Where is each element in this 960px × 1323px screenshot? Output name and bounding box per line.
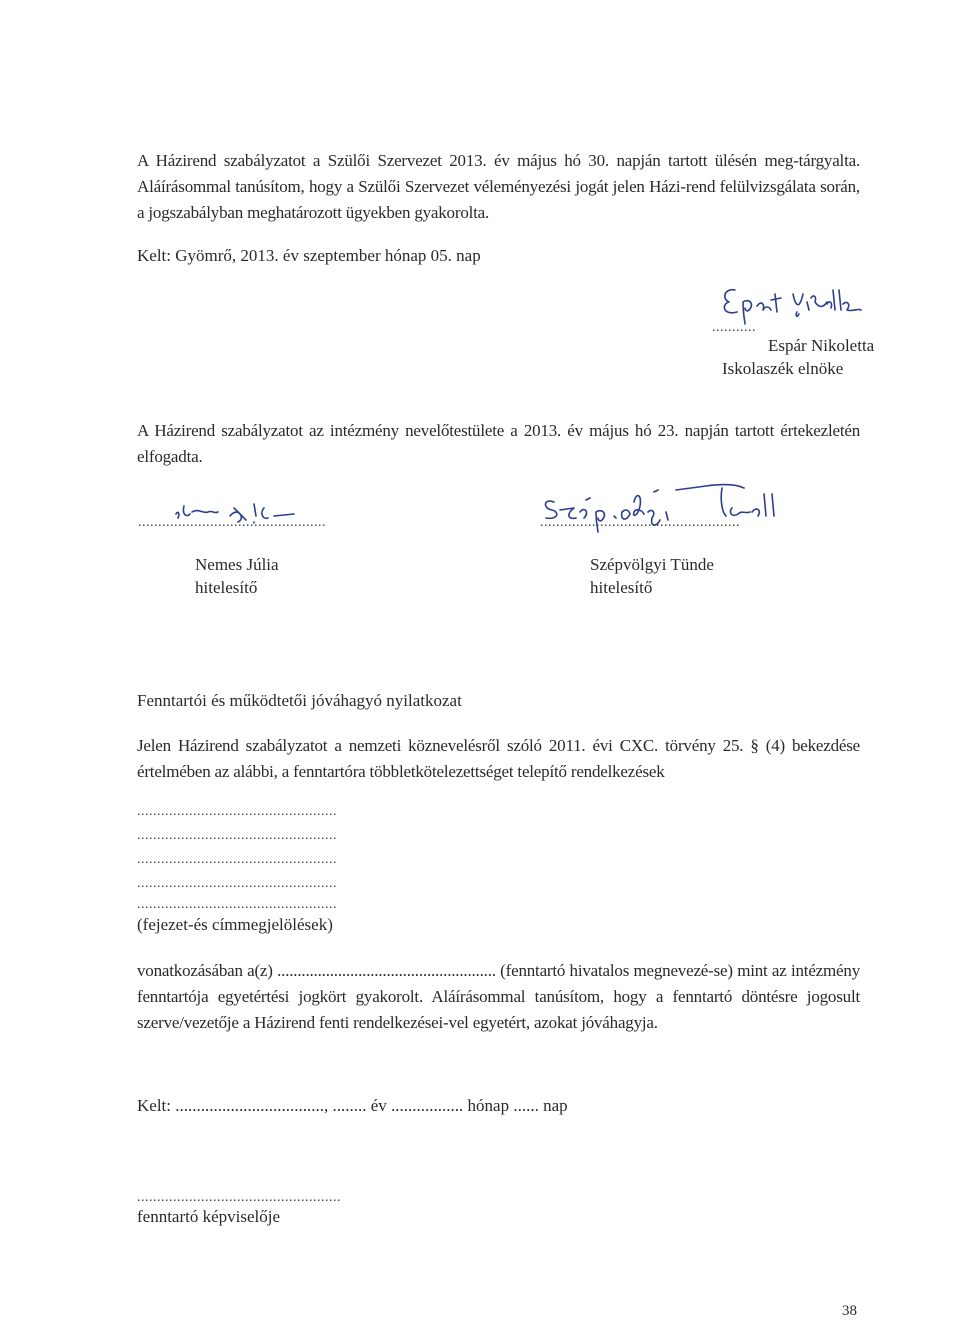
page-number: 38 xyxy=(842,1303,857,1319)
faculty-paragraph: A Házirend szabályzatot az intézmény nevelőtestülete a 2013. év május hó 23. napján tartott értekezletén elfogadta. xyxy=(137,421,860,466)
maintainer-heading: Fenntartói és működtetői jóváhagyó nyilatkozat xyxy=(137,691,462,710)
date-line-1: Kelt: Gyömrő, 2013. év szeptember hónap 05. nap xyxy=(137,246,481,265)
signature-line-1: ........... xyxy=(712,320,756,335)
maintainer-paragraph: Jelen Házirend szabályzatot a nemzeti köznevelésről szóló 2011. évi CXC. törvény 25. § (4) bekezdése értelmében az alábbi, a fenntartóra többletkötelezettséget telepítő rendelkezések xyxy=(137,736,860,781)
maintainer-paragraph-2: vonatkozásában a(z) ...................................................... (fenntartó hivatalos megnevezé-se) mint az intézmény fenntartója egyetértési jogkört gyakorolt. Aláírásommal tanúsítom, hogy a fenntartó döntésre jogosult szerve/vezetője a Házirend fenti rendelkezései-vel egyetért, azokat jóváhagyja. xyxy=(137,961,860,1032)
left-signer-name: Nemes Júlia xyxy=(195,555,279,574)
chapter-note: (fejezet-és címmegjelölések) xyxy=(137,915,333,934)
right-signer-name: Szépvölgyi Tünde xyxy=(590,555,714,574)
maintainer-signature-label: fenntartó képviselője xyxy=(137,1207,281,1226)
blank-line: .................................................. xyxy=(137,876,337,891)
maintainer-signature-line: ................................................... xyxy=(137,1190,341,1205)
left-signer-role: hitelesítő xyxy=(195,578,258,597)
right-signer-role: hitelesítő xyxy=(590,578,653,597)
signature-line-left: ............................................... xyxy=(138,515,326,530)
date-line-2: Kelt: ..................................., ........ év ................. hónap ...... nap xyxy=(137,1096,568,1115)
blank-line: .................................................. xyxy=(137,852,337,867)
signer-role-espar: Iskolaszék elnöke xyxy=(722,359,844,378)
signature-line-right: .................................................. xyxy=(540,515,740,530)
blank-line: .................................................. xyxy=(137,804,337,819)
blank-line: .................................................. xyxy=(137,897,337,912)
signer-name-espar: Espár Nikoletta xyxy=(768,336,875,355)
intro-paragraph: A Házirend szabályzatot a Szülői Szervezet 2013. év május hó 30. napján tartott ülésén meg-tárgyalta. Aláírásommal tanúsítom, hogy a Szülői Szervezet véleményezési jogát jelen Házi-rend felülvizsgálata során, a jogszabályban meghatározott ügyekben gyakorolta. xyxy=(137,151,860,222)
blank-line: .................................................. xyxy=(137,828,337,843)
